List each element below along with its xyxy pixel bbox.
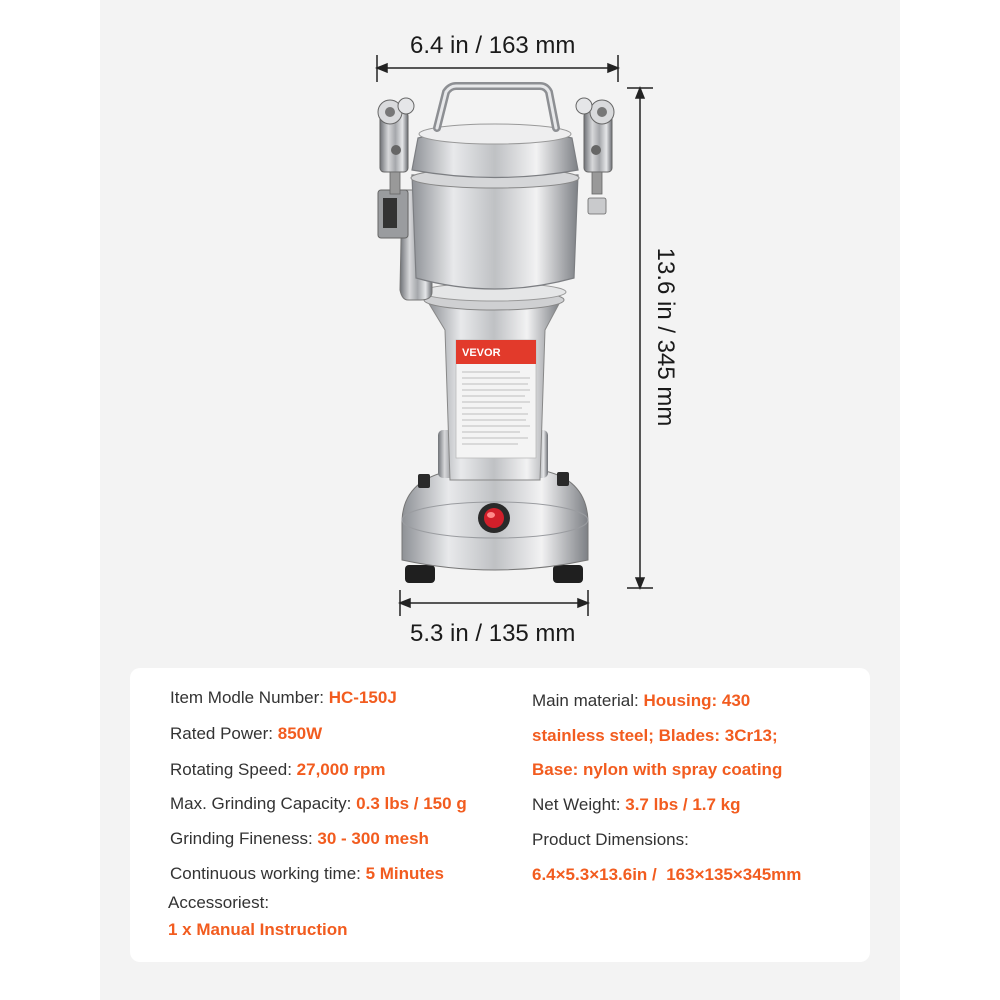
depth-dimension-label: 5.3 in / 135 mm: [410, 620, 576, 647]
spec-main-material: Main material: Housing: 430: [532, 691, 751, 710]
dimension-line-side: [627, 88, 653, 588]
dimension-line-bottom: [400, 590, 588, 616]
spec-rated-power: Rated Power: 850W: [170, 724, 323, 743]
spec-material-line3: Base: nylon with spray coating: [532, 760, 783, 779]
spec-product-dimensions-label: Product Dimensions:: [532, 830, 689, 849]
specifications-card: [130, 668, 870, 962]
height-dimension-label: 13.6 in / 345 mm: [652, 247, 679, 427]
spec-working-time: Continuous working time: 5 Minutes: [170, 864, 444, 883]
spec-model-number: Item Modle Number: HC-150J: [170, 688, 397, 707]
accessories-value: 1 x Manual Instruction: [168, 920, 348, 939]
spec-material-line2: stainless steel; Blades: 3Cr13;: [532, 726, 778, 745]
left-clamp: [378, 98, 414, 194]
spec-net-weight: Net Weight: 3.7 lbs / 1.7 kg: [532, 795, 741, 814]
spec-rotating-speed: Rotating Speed: 27,000 rpm: [170, 760, 386, 779]
spec-product-dimensions-value: 6.4×5.3×13.6in / 163×135×345mm: [532, 865, 802, 884]
spec-grinding-capacity: Max. Grinding Capacity: 0.3 lbs / 150 g: [170, 794, 467, 813]
width-dimension-label: 6.4 in / 163 mm: [410, 32, 576, 59]
spec-grinding-fineness: Grinding Fineness: 30 - 300 mesh: [170, 829, 429, 848]
label-brand: VEVOR: [462, 347, 501, 359]
right-clamp: [576, 98, 614, 214]
accessories-label: Accessoriest:: [168, 893, 270, 912]
